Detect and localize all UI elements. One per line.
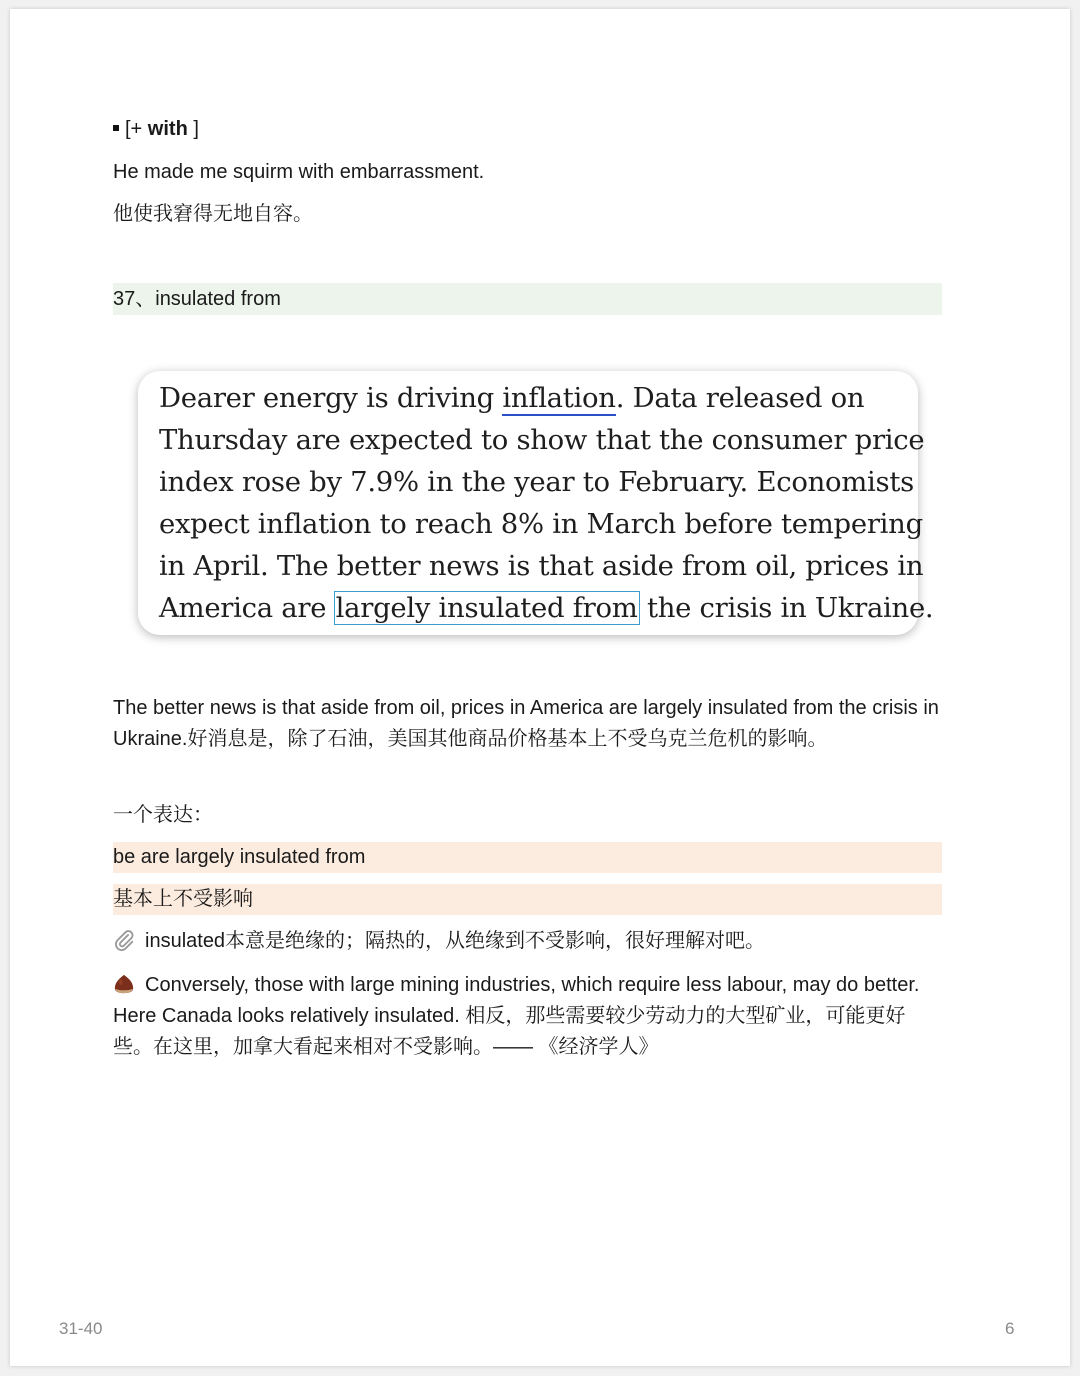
paperclip-icon xyxy=(113,929,135,951)
pattern-prefix: [+ xyxy=(125,118,148,140)
section-heading xyxy=(113,283,942,315)
quote-line-5: in April. The better news is that aside from oil, prices in xyxy=(159,550,924,582)
highlighted-phrase: largely insulated from xyxy=(335,592,638,624)
usage-note xyxy=(113,926,765,956)
expression-phrase-en-band xyxy=(113,842,942,873)
pattern-keyword: with xyxy=(147,118,188,140)
section-heading-text: 37、insulated from xyxy=(113,288,281,310)
citation-text: Conversely, those with large mining industries, which require less labour, may do better. Here Canada looks relatively insulated. 相反，那些需要较少劳动力的大型矿业，可能更好些。在这里，加拿大看起来相对不受影响。—— 《经济学人》 xyxy=(113,974,920,1058)
bullet-square-icon xyxy=(113,125,119,131)
quote-line-6-start: America are xyxy=(159,592,335,624)
chestnut-icon xyxy=(113,973,135,995)
usage-note-text: insulated本意是绝缘的；隔热的，从绝缘到不受影响，很好理解对吧。 xyxy=(145,930,766,952)
quote-line-1-start: Dearer energy is driving xyxy=(159,382,503,414)
quote-line-3: index rose by 7.9% in the year to February. Economists xyxy=(159,466,914,498)
example-sentence-zh: 他使我窘得无地自容。 xyxy=(113,203,313,225)
quote-line-2: Thursday are expected to show that the consumer price xyxy=(159,424,925,456)
translation-paragraph: The better news is that aside from oil, prices in America are largely insulated from the crisis in Ukraine.好消息是，除了石油，美国其他商品价格基本上不受乌克兰危机的影响。 xyxy=(113,697,939,750)
quote-text xyxy=(159,377,934,629)
pattern-suffix: ] xyxy=(187,118,199,140)
underlined-word: inflation xyxy=(502,382,616,414)
expression-phrase-zh-band xyxy=(113,884,942,915)
grammar-pattern xyxy=(113,114,199,144)
quote-line-6 xyxy=(159,587,934,629)
example-sentence-en: He made me squirm with embarrassment. xyxy=(113,161,485,183)
quote-line-1 xyxy=(159,377,904,419)
expression-phrase-en: be are largely insulated from xyxy=(113,846,366,868)
quote-line-4: expect inflation to reach 8% in March before tempering xyxy=(159,508,923,540)
citation-paragraph xyxy=(113,970,942,1063)
quote-line-1-end: . Data released on xyxy=(615,382,865,414)
expression-label: 一个表达： xyxy=(113,804,213,826)
footer-page-number: 6 xyxy=(1005,1319,1015,1338)
footer-section-range: 31-40 xyxy=(59,1319,103,1338)
quote-card xyxy=(138,371,934,635)
quote-line-6-end: the crisis in Ukraine. xyxy=(638,592,934,624)
expression-phrase-zh: 基本上不受影响 xyxy=(113,888,253,910)
